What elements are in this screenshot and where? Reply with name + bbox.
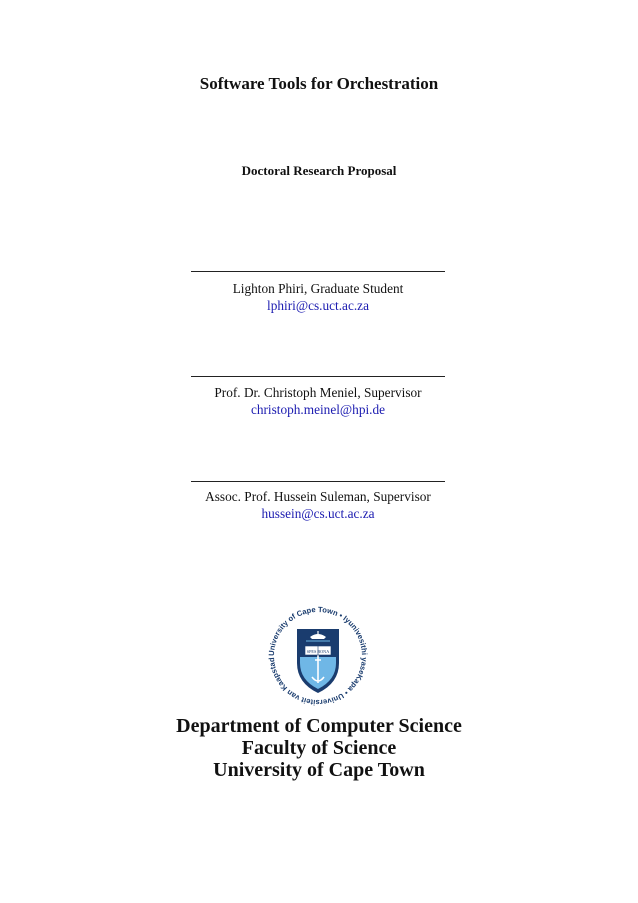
university-name: University of Cape Town [213, 759, 425, 781]
person-block [180, 280, 456, 314]
university-seal-icon [262, 603, 374, 709]
institution-block [0, 715, 638, 781]
person-name-role: Prof. Dr. Christoph Meniel, Supervisor [214, 385, 422, 400]
person-name-role: Lighton Phiri, Graduate Student [232, 281, 404, 296]
person-email-link[interactable]: hussein@cs.uct.ac.za [261, 506, 375, 521]
seal-book-text: SPES BONA [306, 648, 330, 654]
person-block [180, 384, 456, 418]
person-email-link[interactable]: christoph.meinel@hpi.de [250, 402, 386, 417]
signature-line [191, 481, 445, 482]
signature-line [191, 271, 445, 272]
seal-ring-text: University of Cape Town • Iyunivesithi yaseKapa • Universiteit van Kaapstad [266, 604, 370, 708]
person-email-link[interactable]: lphiri@cs.uct.ac.za [267, 298, 369, 313]
person-block [180, 488, 456, 522]
document-title: Software Tools for Orchestration [199, 74, 439, 93]
department-name: Department of Computer Science [176, 715, 462, 737]
person-name-role: Assoc. Prof. Hussein Suleman, Supervisor [205, 489, 431, 504]
signature-line [191, 376, 445, 377]
document-subtitle: Doctoral Research Proposal [241, 163, 397, 178]
faculty-name: Faculty of Science [241, 737, 397, 759]
